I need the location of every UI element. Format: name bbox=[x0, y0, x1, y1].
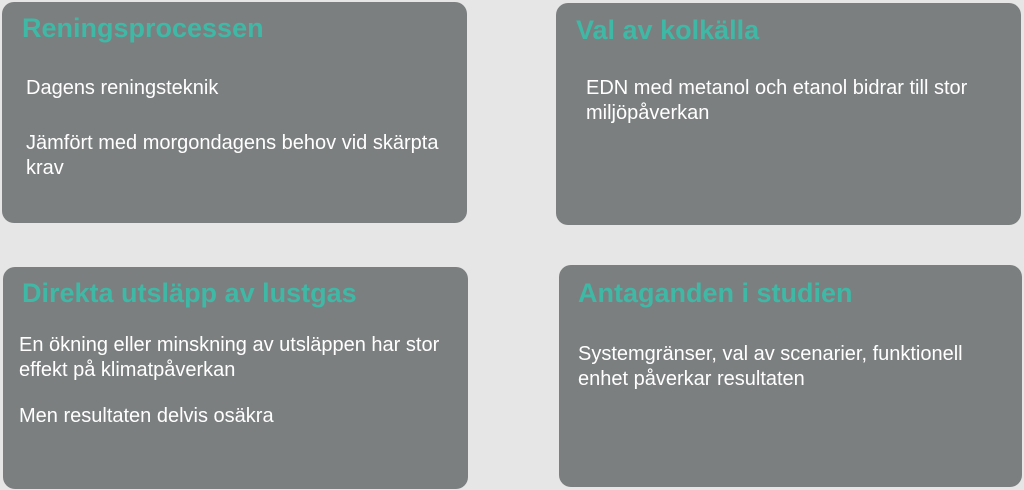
card-title: Reningsprocessen bbox=[22, 13, 264, 43]
card-reningsprocessen bbox=[2, 2, 467, 223]
card-title: Antaganden i studien bbox=[578, 278, 853, 308]
card-antaganden bbox=[559, 265, 1022, 487]
card-title: Val av kolkälla bbox=[576, 15, 760, 45]
card-direkta-utslapp bbox=[3, 267, 468, 489]
card-text: Dagens reningsteknik bbox=[26, 77, 219, 99]
card-text: Systemgränser, val av scenarier, funktionell enhet påverkar resultaten bbox=[578, 343, 963, 390]
card-text: Men resultaten delvis osäkra bbox=[19, 405, 274, 427]
card-text: Jämfört med morgondagens behov vid skärpta krav bbox=[26, 132, 439, 179]
card-text: EDN med metanol och etanol bidrar till stor miljöpåverkan bbox=[586, 77, 968, 124]
card-val-av-kolkalla bbox=[556, 3, 1021, 225]
card-text: En ökning eller minskning av utsläppen har stor effekt på klimatpåverkan bbox=[19, 334, 440, 381]
card-title: Direkta utsläpp av lustgas bbox=[22, 278, 357, 308]
